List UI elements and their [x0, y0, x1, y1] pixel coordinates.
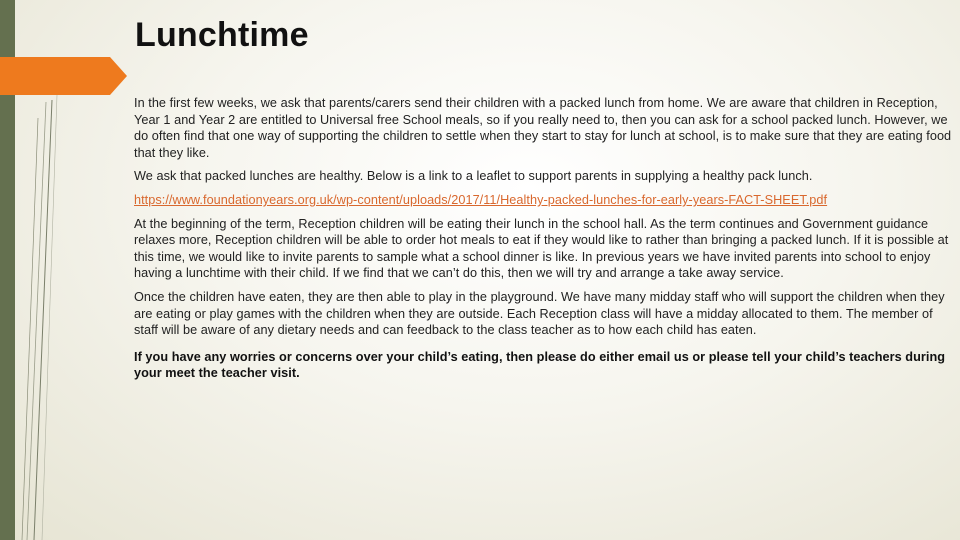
paragraph: We ask that packed lunches are healthy. Below is a link to a leaflet to support parents in supplying a healthy pack lunch.	[134, 169, 813, 184]
paragraph: At the beginning of the term, Reception children will be eating their lunch in the school hall. As the term continues and Government guidance relaxes more, Reception children will be able to order hot meals to eat if they would like to rather than bringing a packed lunch. If it is possible at this time, we would like to invite parents to sample what a school dinner is like. In previous years we have invited parents into school to enjoy having a lunchtime with their child. If we find that we can’t do this, then we will try and arrange a take away service.	[134, 216, 949, 281]
link-paragraph	[134, 192, 956, 209]
leaflet-link[interactable]: https://www.foundationyears.org.uk/wp-content/uploads/2017/11/Healthy-packed-lunches-for-early-years-FACT-SHEET.pdf	[134, 192, 828, 207]
accent-tab	[0, 57, 127, 95]
paragraph: Once the children have eaten, they are then able to play in the playground. We have many midday staff who will support the children when they are eating or play games with the children when they are outside. Each Reception class will have a midday allocated to them. The member of staff will be aware of any dietary needs and can feedback to the class teacher as to how each child has eaten.	[134, 289, 945, 338]
page-title: Lunchtime	[135, 16, 309, 54]
paragraph: In the first few weeks, we ask that parents/carers send their children with a packed lunch from home. We are aware that children in Reception, Year 1 and Year 2 are entitled to Universal free School meals, so if you really need to, then you can ask for a school packed lunch. However, we do often find that one way of supporting the children to settle when they start to stay for lunch at school, is to make sure that they are eating food that they like.	[134, 96, 952, 160]
content-body	[134, 95, 956, 389]
closing-note: If you have any worries or concerns over your child’s eating, then please do either email us or please tell your child’s teachers during your meet the teacher visit.	[134, 349, 946, 381]
